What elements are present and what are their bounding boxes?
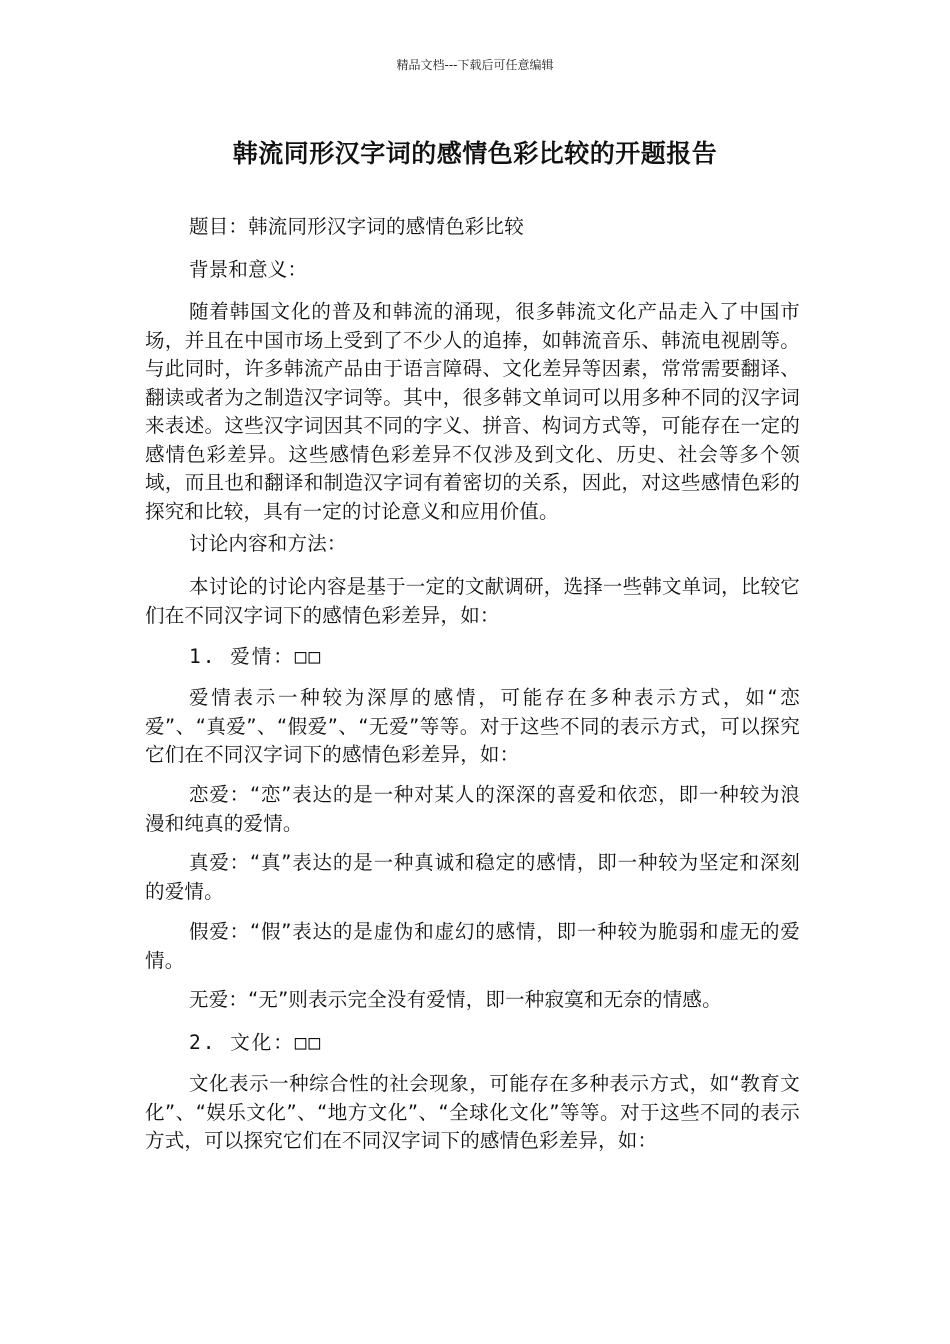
- topic-line: 题目：韩流同形汉字词的感情色彩比较: [189, 215, 524, 238]
- section-heading-method: 讨论内容和方法：: [189, 532, 347, 555]
- love-detail-jiaai: 假爱：“假”表达的是虚伪和虚幻的感情，即一种较为脆弱和虚无的爱情。: [145, 920, 800, 972]
- list-item-culture: 2. 文化：□□: [189, 1031, 323, 1054]
- love-detail-zhenai: 真爱：“真”表达的是一种真诚和稳定的感情，即一种较为坚定和深刻的爱情。: [145, 851, 800, 903]
- section-heading-background: 背景和意义：: [189, 258, 308, 281]
- culture-paragraph: 文化表示一种综合性的社会现象，可能存在多种表示方式，如“教育文化”、“娱乐文化”、“地方文化”、“全球化文化”等等。对于这些不同的表示方式，可以探究它们在不同汉字词下的感情色彩差异，如：: [145, 1072, 800, 1152]
- page-header: 精品文档---下载后可任意编辑: [396, 58, 554, 72]
- love-detail-lianai: 恋爱：“恋”表达的是一种对某人的深深的喜爱和依恋，即一种较为浪漫和纯真的爱情。: [145, 783, 800, 835]
- love-paragraph: 爱情表示一种较为深厚的感情，可能存在多种表示方式，如“恋爱”、“真爱”、“假爱”、“无爱”等等。对于这些不同的表示方式，可以探究它们在不同汉字词下的感情色彩差异，如：: [145, 686, 800, 766]
- love-detail-wuai: 无爱：“无”则表示完全没有爱情，即一种寂寞和无奈的情感。: [189, 988, 722, 1011]
- list-item-love: 1. 爱情：□□: [189, 645, 323, 668]
- method-paragraph: 本讨论的讨论内容是基于一定的文献调研，选择一些韩文单词，比较它们在不同汉字词下的感情色彩差异，如：: [145, 575, 800, 627]
- document-title: 韩流同形汉字词的感情色彩比较的开题报告: [232, 139, 718, 168]
- background-paragraph: 随着韩国文化的普及和韩流的涌现，很多韩流文化产品走入了中国市场，并且在中国市场上受到了不少人的追捧，如韩流音乐、韩流电视剧等。与此同时，许多韩流产品由于语言障碍、文化差异等因素，常常需要翻译、翻读或者为之制造汉字词等。其中，很多韩文单词可以用多种不同的汉字词来表述。这些汉字词因其不同的字义、拼音、构词方式等，可能存在一定的感情色彩差异。这些感情色彩差异不仅涉及到文化、历史、社会等多个领域，而且也和翻译和制造汉字词有着密切的关系，因此，对这些感情色彩的探究和比较，具有一定的讨论意义和应用价值。: [145, 300, 800, 523]
